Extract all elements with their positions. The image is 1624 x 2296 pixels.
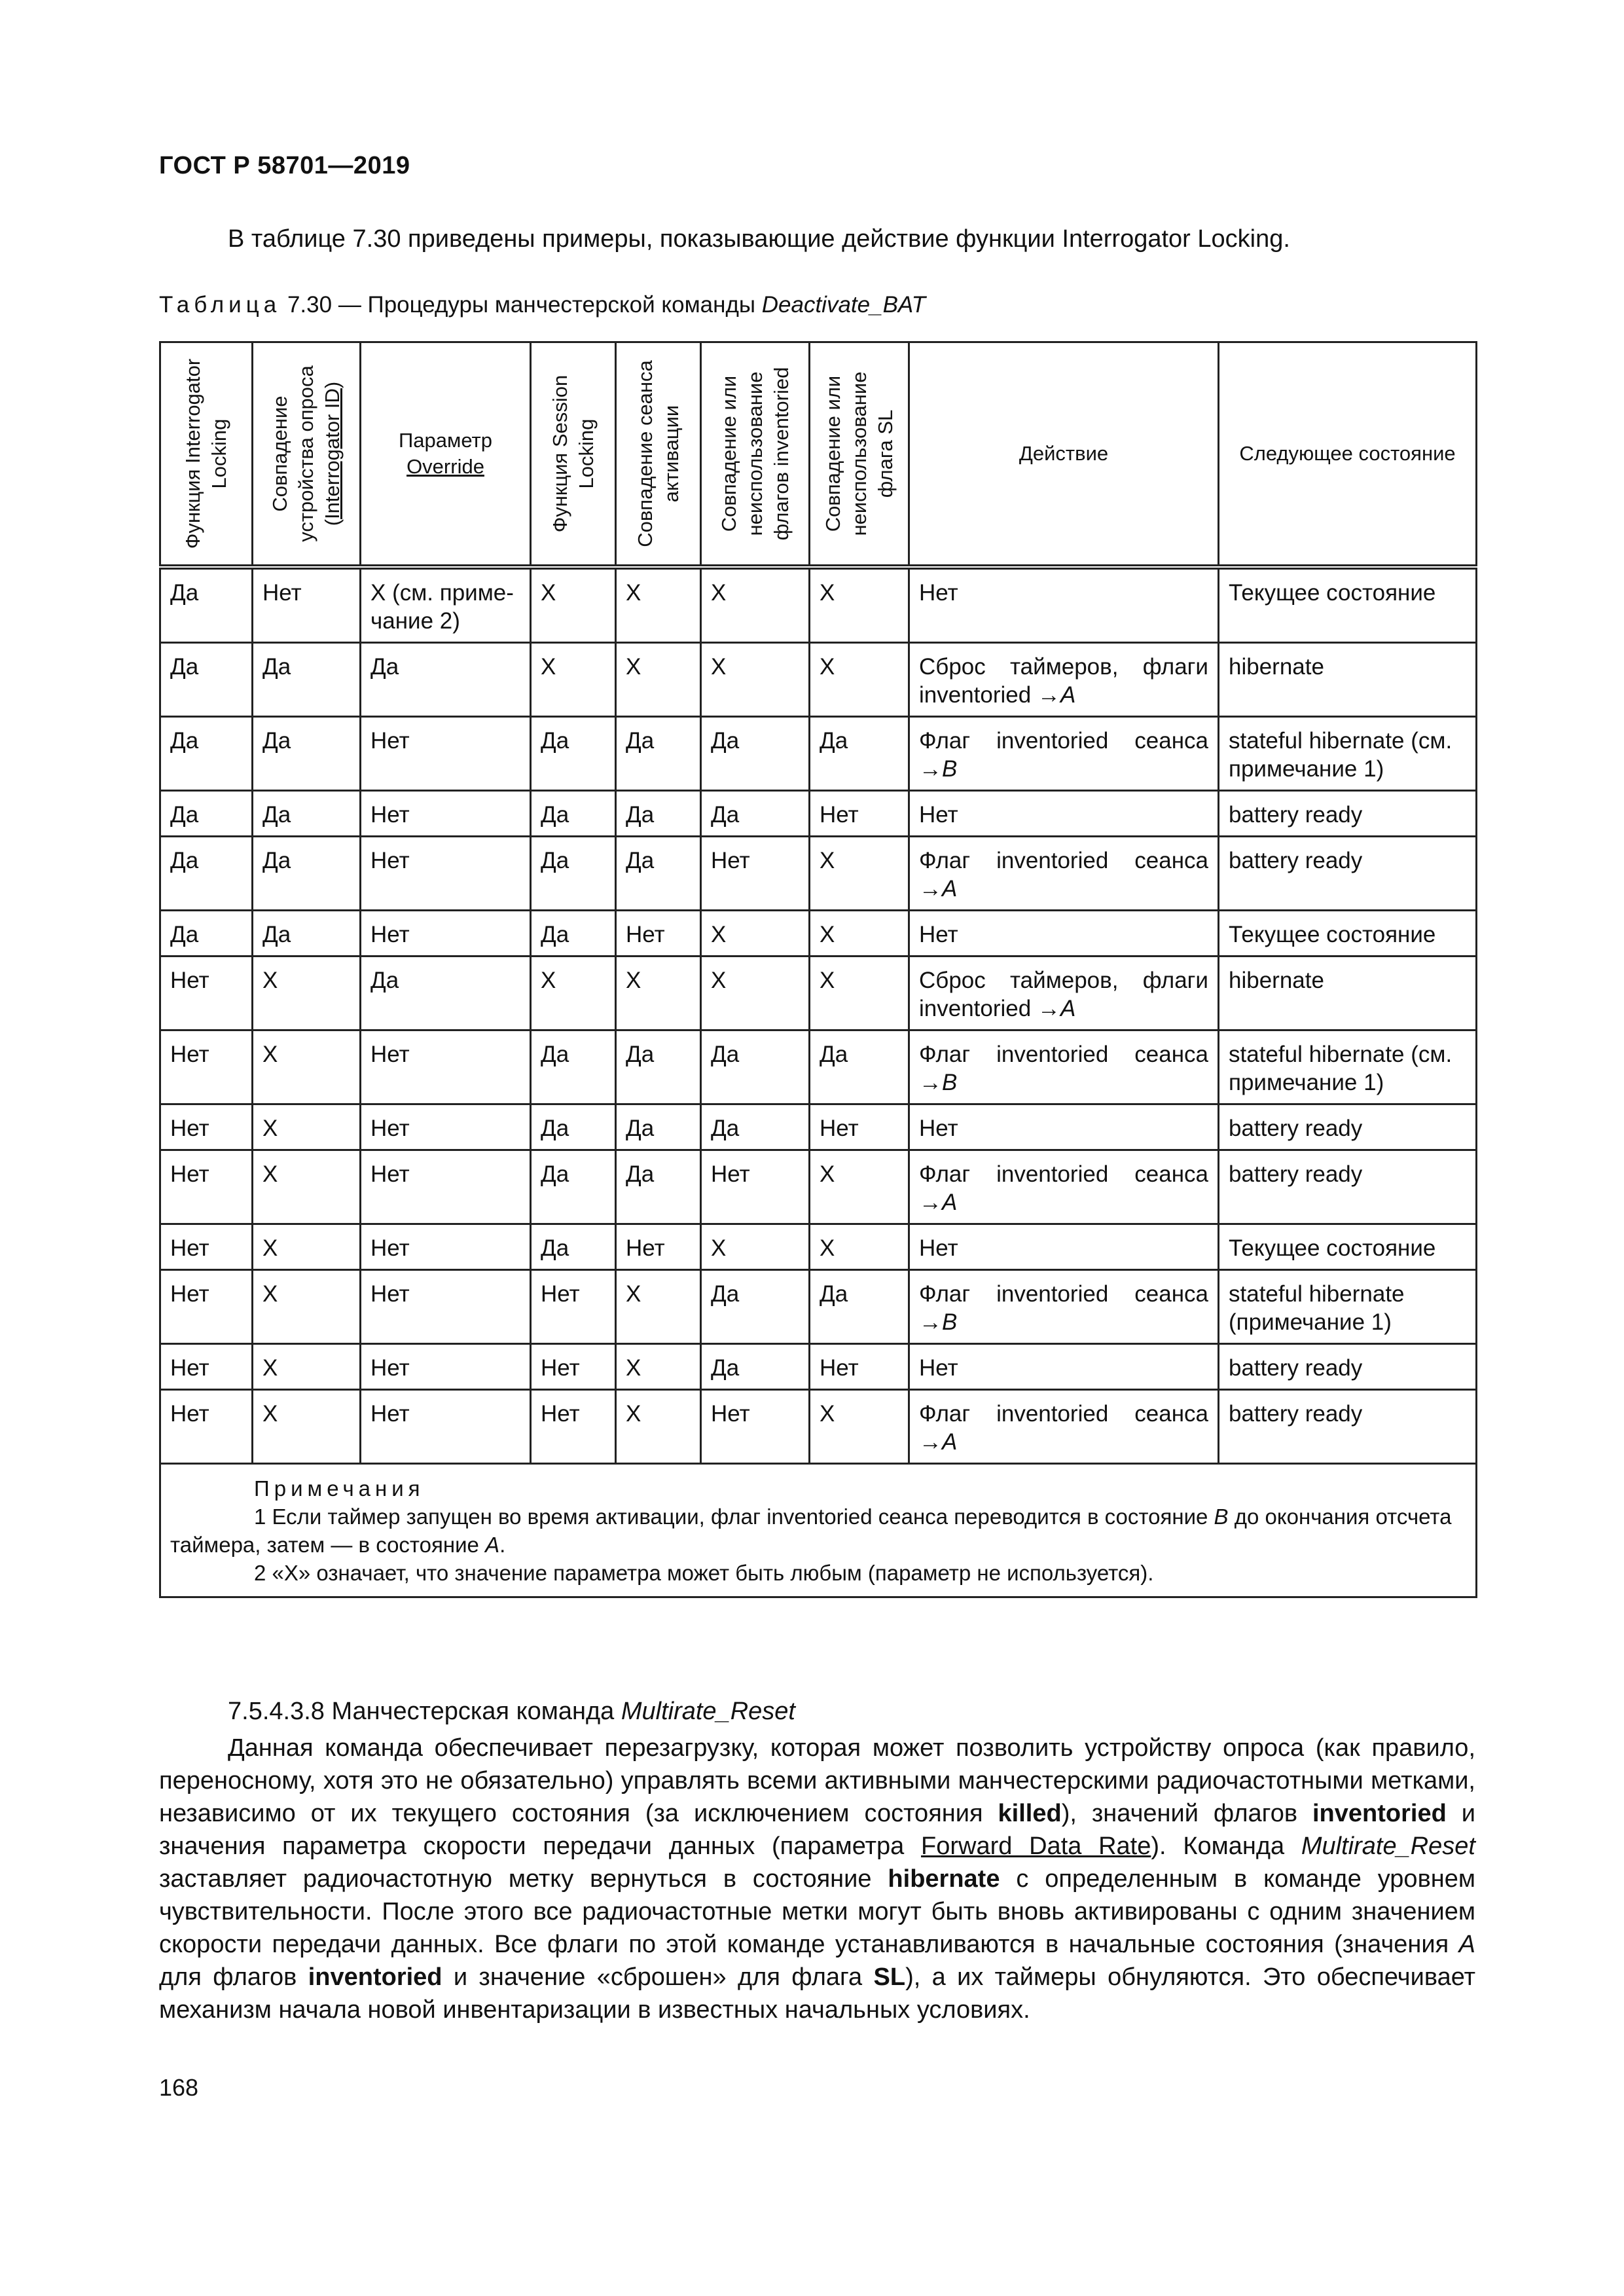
table-caption xyxy=(159,292,926,318)
table-cell-col3: Нет xyxy=(361,791,531,837)
table-row xyxy=(160,1150,1477,1224)
section-heading: 7.5.4.3.8 Манчестерская команда Multirate_Reset xyxy=(228,1698,795,1725)
table-cell-action: Флаг inventoried сеанса →B xyxy=(909,1030,1219,1104)
table-cell-next-state: battery ready xyxy=(1219,837,1477,911)
notes-cell xyxy=(160,1464,1477,1597)
table-cell-col1: Нет xyxy=(160,1270,253,1344)
table-cell-col5: Да xyxy=(616,1030,701,1104)
table-cell-col7: Х xyxy=(810,1390,909,1464)
table-cell-col4: Х xyxy=(531,957,616,1030)
header-session-locking: Функция Session Locking xyxy=(531,342,616,568)
table-cell-col4: Да xyxy=(531,1030,616,1104)
table-cell-col1: Да xyxy=(160,643,253,717)
table-cell-col6: Х xyxy=(701,567,810,643)
header-inventoried-flags: Совпадение или неиспользование флагов inventoried xyxy=(701,342,810,568)
header-sl-flag: Совпадение или неиспользование флага SL xyxy=(810,342,909,568)
table-cell-action: Нет xyxy=(909,567,1219,643)
table-cell-col7: Да xyxy=(810,1030,909,1104)
table-cell-action: Флаг inventoried сеанса →B xyxy=(909,717,1219,791)
body-paragraph: Данная команда обеспечивает перезагрузку, которая может позволить устройству опроса (как правило, переносному, хотя это не обязательно) управлять всеми активными манчестерскими радиочастотными метками, независимо от их текущего состояния (за исключением состояния killed), значений флагов inventoried и значения параметра скорости передачи данных (параметра Forward Data Rate). Команда Multirate_Reset заставляет радиочастотную метку вернуться в состояние hibernate с определенным в команде уровнем чувствительности. После этого все радиочастотные метки могут быть вновь активированы с одним значением скорости передачи данных. Все флаги по этой команде устанавливаются в начальные состояния (значения A для флагов inventoried и значение «сброшен» для флага SL), а их таймеры обнуляются. Это обеспечивает механизм начала новой инвентаризации в известных начальных условиях. xyxy=(159,1734,1476,2024)
table-cell-col3: Нет xyxy=(361,1224,531,1270)
table-cell-col3: Нет xyxy=(361,1270,531,1344)
table-cell-next-state: Текущее состояние xyxy=(1219,567,1477,643)
table-row xyxy=(160,791,1477,837)
header-interrogator-locking: Функция Interrogator Locking xyxy=(160,342,253,568)
table-cell-col5: Да xyxy=(616,717,701,791)
table-cell-next-state: battery ready xyxy=(1219,791,1477,837)
table-cell-col3: Нет xyxy=(361,837,531,911)
table-cell-col3: Да xyxy=(361,957,531,1030)
table-row xyxy=(160,1224,1477,1270)
table-cell-col2: Да xyxy=(253,643,361,717)
table-row xyxy=(160,837,1477,911)
table-row xyxy=(160,643,1477,717)
table-cell-col1: Да xyxy=(160,837,253,911)
table-cell-col6: Х xyxy=(701,911,810,957)
table-cell-col4: Да xyxy=(531,1224,616,1270)
table-cell-col5: Х xyxy=(616,1390,701,1464)
table-row xyxy=(160,567,1477,643)
table-cell-col6: Да xyxy=(701,791,810,837)
note-1: 1 Если таймер запущен во время активации, флаг inventoried сеанса переводится в состояние B до окончания отсчета таймера, затем — в состояние A. xyxy=(170,1504,1452,1557)
table-cell-action: Сброс таймеров, флаги inventoried →A xyxy=(909,643,1219,717)
table-cell-col7: Нет xyxy=(810,1344,909,1390)
table-cell-col4: Нет xyxy=(531,1344,616,1390)
table-cell-col2: Да xyxy=(253,791,361,837)
table-cell-col7: Нет xyxy=(810,1104,909,1150)
table-row xyxy=(160,1270,1477,1344)
table-cell-col5: Да xyxy=(616,791,701,837)
table-cell-col1: Нет xyxy=(160,957,253,1030)
table-cell-col3: Нет xyxy=(361,1030,531,1104)
table-cell-next-state: hibernate xyxy=(1219,957,1477,1030)
table-cell-col5: Х xyxy=(616,1344,701,1390)
table-cell-col5: Да xyxy=(616,1104,701,1150)
table-cell-next-state: stateful hibernate (см. примечание 1) xyxy=(1219,1030,1477,1104)
table-cell-col4: Да xyxy=(531,1150,616,1224)
table-cell-action: Флаг inventoried сеанса →A xyxy=(909,1150,1219,1224)
table-cell-col3: Нет xyxy=(361,1150,531,1224)
document-header: ГОСТ Р 58701—2019 xyxy=(159,152,410,179)
notes-row xyxy=(160,1464,1477,1597)
table-cell-action: Нет xyxy=(909,791,1219,837)
table-cell-col3: Нет xyxy=(361,1344,531,1390)
page-number: 168 xyxy=(159,2074,199,2101)
table-cell-col3: Нет xyxy=(361,1390,531,1464)
table-cell-col3: Да xyxy=(361,643,531,717)
table-cell-action: Флаг inventoried сеанса →B xyxy=(909,1270,1219,1344)
table-cell-col7: Х xyxy=(810,1150,909,1224)
table-cell-col5: Нет xyxy=(616,911,701,957)
table-cell-next-state: hibernate xyxy=(1219,643,1477,717)
table-header-row xyxy=(160,342,1477,568)
table-cell-action: Сброс таймеров, флаги inventoried →A xyxy=(909,957,1219,1030)
table-cell-col6: Да xyxy=(701,1104,810,1150)
table-cell-col6: Нет xyxy=(701,1390,810,1464)
table-cell-col6: Да xyxy=(701,1270,810,1344)
table-cell-col6: Да xyxy=(701,1344,810,1390)
table-cell-col7: Х xyxy=(810,837,909,911)
table-cell-col6: Да xyxy=(701,1030,810,1104)
table-cell-col4: Х xyxy=(531,643,616,717)
table-cell-col2: Да xyxy=(253,837,361,911)
table-row xyxy=(160,1390,1477,1464)
table-cell-col3: Нет xyxy=(361,911,531,957)
table-cell-next-state: battery ready xyxy=(1219,1344,1477,1390)
table-cell-col4: Нет xyxy=(531,1270,616,1344)
table-cell-col3: Нет xyxy=(361,717,531,791)
table-cell-col1: Нет xyxy=(160,1344,253,1390)
table-cell-next-state: battery ready xyxy=(1219,1390,1477,1464)
table-row xyxy=(160,717,1477,791)
table-cell-col6: Нет xyxy=(701,837,810,911)
table-cell-action: Флаг inventoried сеанса →A xyxy=(909,1390,1219,1464)
table-cell-col6: Х xyxy=(701,1224,810,1270)
table-cell-col1: Нет xyxy=(160,1104,253,1150)
table-cell-action: Нет xyxy=(909,1224,1219,1270)
table-cell-col6: Нет xyxy=(701,1150,810,1224)
caption-title: 7.30 — Процедуры манчестерской команды xyxy=(287,292,762,318)
table-cell-col5: Х xyxy=(616,567,701,643)
table-cell-col7: Х xyxy=(810,957,909,1030)
table-cell-col2: Х xyxy=(253,1390,361,1464)
table-cell-col4: Х xyxy=(531,567,616,643)
table-cell-col4: Да xyxy=(531,791,616,837)
table-cell-action: Нет xyxy=(909,1344,1219,1390)
table-cell-col2: Да xyxy=(253,911,361,957)
table-cell-next-state: Текущее состояние xyxy=(1219,1224,1477,1270)
table-cell-col2: Х xyxy=(253,1270,361,1344)
table-cell-col2: Да xyxy=(253,717,361,791)
table-cell-col7: Нет xyxy=(810,791,909,837)
table-cell-col2: Х xyxy=(253,1150,361,1224)
table-cell-col3: Нет xyxy=(361,1104,531,1150)
table-row xyxy=(160,1104,1477,1150)
table-row xyxy=(160,1030,1477,1104)
table-cell-col1: Нет xyxy=(160,1224,253,1270)
table-cell-col2: Нет xyxy=(253,567,361,643)
header-next-state: Следующее состояние xyxy=(1219,342,1477,568)
table-cell-next-state: battery ready xyxy=(1219,1104,1477,1150)
table-cell-col5: Да xyxy=(616,1150,701,1224)
caption-command: Deactivate_BAT xyxy=(761,292,926,318)
table-cell-col7: Х xyxy=(810,911,909,957)
procedures-table xyxy=(159,341,1477,1598)
table-cell-action: Нет xyxy=(909,1104,1219,1150)
header-action: Действие xyxy=(909,342,1219,568)
caption-prefix: Таблица xyxy=(159,292,281,318)
header-override: Параметр Override xyxy=(361,342,531,568)
table-cell-col6: Х xyxy=(701,643,810,717)
table-cell-col2: Х xyxy=(253,957,361,1030)
table-cell-col1: Да xyxy=(160,567,253,643)
table-cell-next-state: stateful hibernate (примечание 1) xyxy=(1219,1270,1477,1344)
table-cell-col7: Да xyxy=(810,1270,909,1344)
table-cell-next-state: stateful hibernate (см. примечание 1) xyxy=(1219,717,1477,791)
table-cell-col5: Нет xyxy=(616,1224,701,1270)
notes-title: Примечания xyxy=(254,1476,425,1501)
table-cell-col7: Х xyxy=(810,567,909,643)
table-cell-col4: Да xyxy=(531,717,616,791)
table-cell-col1: Да xyxy=(160,911,253,957)
table-row xyxy=(160,911,1477,957)
table-cell-col3: Х (см. приме-чание 2) xyxy=(361,567,531,643)
table-cell-col5: Да xyxy=(616,837,701,911)
table-cell-col4: Да xyxy=(531,911,616,957)
note-2: 2 «Х» означает, что значение параметра может быть любым (параметр не используется). xyxy=(254,1561,1154,1585)
table-cell-col2: Х xyxy=(253,1104,361,1150)
table-cell-next-state: battery ready xyxy=(1219,1150,1477,1224)
table-cell-action: Флаг inventoried сеанса →A xyxy=(909,837,1219,911)
table-cell-col5: Х xyxy=(616,643,701,717)
table-cell-col4: Нет xyxy=(531,1390,616,1464)
table-cell-col7: Х xyxy=(810,1224,909,1270)
table-cell-col2: Х xyxy=(253,1030,361,1104)
table-cell-col2: Х xyxy=(253,1224,361,1270)
table-cell-col7: Х xyxy=(810,643,909,717)
table-cell-col5: Х xyxy=(616,957,701,1030)
table-cell-col1: Нет xyxy=(160,1390,253,1464)
table-cell-col1: Да xyxy=(160,717,253,791)
table-cell-col1: Нет xyxy=(160,1030,253,1104)
table-cell-col2: Х xyxy=(253,1344,361,1390)
table-cell-action: Нет xyxy=(909,911,1219,957)
table-cell-col6: Х xyxy=(701,957,810,1030)
table-row xyxy=(160,957,1477,1030)
table-cell-col1: Да xyxy=(160,791,253,837)
table-cell-col5: Х xyxy=(616,1270,701,1344)
intro-paragraph: В таблице 7.30 приведены примеры, показывающие действие функции Interrogator Locking. xyxy=(228,225,1290,253)
table-cell-next-state: Текущее состояние xyxy=(1219,911,1477,957)
table-cell-col4: Да xyxy=(531,837,616,911)
table-cell-col1: Нет xyxy=(160,1150,253,1224)
header-interrogator-match: Совпадение устройства опроса (Interrogator ID) xyxy=(253,342,361,568)
table-cell-col4: Да xyxy=(531,1104,616,1150)
table-row xyxy=(160,1344,1477,1390)
table-cell-col6: Да xyxy=(701,717,810,791)
header-session-match: Совпадение сеанса активации xyxy=(616,342,701,568)
table-cell-col7: Да xyxy=(810,717,909,791)
